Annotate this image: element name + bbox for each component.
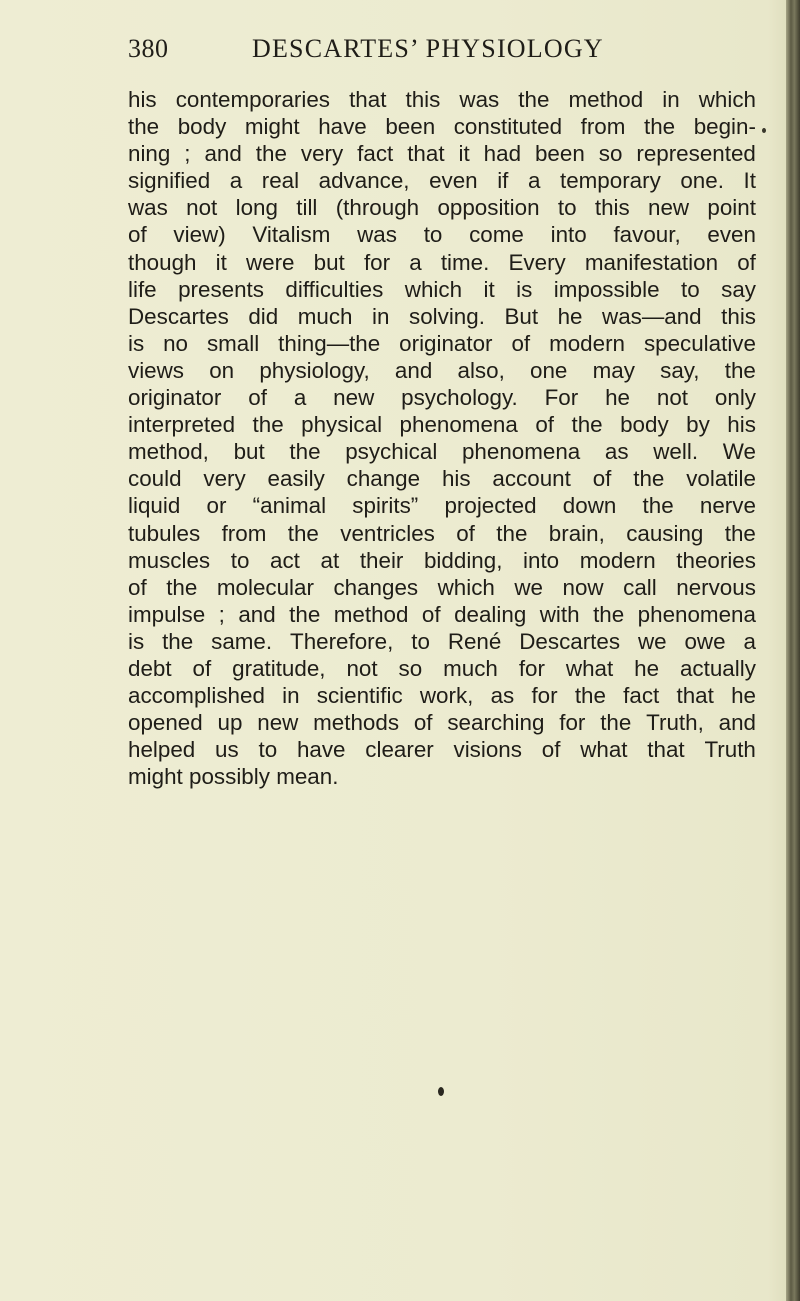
word: not — [656, 385, 689, 411]
text-line — [128, 709, 756, 736]
word: been — [385, 114, 436, 140]
word: life — [128, 276, 157, 302]
word: even — [707, 222, 756, 248]
word: what — [580, 737, 628, 763]
word: advance, — [318, 168, 410, 194]
text-line — [128, 682, 756, 709]
word: have — [296, 737, 346, 763]
word: as — [490, 683, 515, 709]
text-line — [128, 221, 756, 248]
word: much — [443, 655, 498, 681]
word: he — [634, 655, 660, 681]
word: the — [255, 141, 287, 167]
word: liquid — [128, 493, 181, 519]
word: volatile — [686, 466, 756, 492]
word: accomplished — [128, 683, 265, 709]
word: have — [318, 114, 367, 140]
text-line — [128, 384, 756, 411]
word: that — [407, 141, 445, 167]
word: down — [562, 493, 617, 519]
word: his — [441, 466, 471, 492]
word: might — [244, 114, 300, 140]
word: visions — [453, 737, 522, 763]
word: work, — [419, 683, 474, 709]
text-line — [128, 330, 756, 357]
word: body — [177, 114, 227, 140]
word: us — [215, 737, 239, 763]
word: to — [557, 195, 577, 221]
word: the — [128, 114, 160, 140]
word: the — [574, 683, 606, 709]
word: this — [405, 87, 441, 112]
word: very — [300, 141, 344, 167]
word: phenomena — [399, 412, 518, 438]
text-line — [128, 249, 756, 276]
word: but — [233, 439, 265, 465]
word: physical — [301, 412, 383, 438]
word: presents — [178, 276, 264, 302]
word: owe — [684, 628, 726, 654]
word: the — [252, 412, 284, 438]
word: might — [128, 764, 183, 790]
word: in — [282, 683, 300, 709]
word: of — [192, 655, 212, 681]
word: into — [523, 547, 560, 573]
word: of — [592, 466, 612, 492]
word: bidding, — [423, 547, 503, 573]
word: René — [447, 628, 502, 654]
word: not — [186, 195, 218, 221]
word: “animal — [252, 493, 327, 519]
word: originator — [128, 385, 222, 411]
word: of — [421, 601, 441, 627]
word: brain, — [548, 520, 605, 546]
word: Truth, — [646, 710, 704, 736]
word: helped — [128, 737, 196, 763]
text-line — [128, 601, 756, 628]
word: psychology. — [401, 385, 518, 411]
word: the — [162, 628, 194, 654]
word: or — [206, 493, 227, 519]
word: had — [483, 141, 522, 167]
word: modern — [549, 330, 625, 356]
word: of — [541, 737, 561, 763]
word: at — [320, 547, 340, 573]
word: contemporaries — [175, 87, 331, 112]
word: the — [633, 466, 665, 492]
word: modern — [579, 547, 656, 573]
text-line — [128, 574, 756, 601]
word: was — [357, 222, 397, 248]
word: ventricles — [340, 520, 435, 546]
word: his — [128, 87, 157, 112]
word: may — [592, 357, 635, 383]
word: real — [261, 168, 300, 194]
word: of — [248, 385, 267, 411]
word: come — [469, 222, 524, 248]
word: so — [598, 141, 623, 167]
text-line — [128, 492, 756, 519]
word: so — [398, 655, 423, 681]
word: which — [698, 87, 756, 112]
word: a — [527, 168, 541, 194]
word: but — [313, 249, 345, 275]
word: psychical — [345, 439, 438, 465]
word: of — [128, 222, 147, 248]
word: that — [676, 683, 714, 709]
word: to — [423, 222, 443, 248]
word: he — [731, 683, 756, 709]
word: he — [557, 303, 583, 329]
page-number: 380 — [128, 34, 169, 63]
word: now — [562, 574, 604, 600]
word: the — [289, 439, 321, 465]
word: dealing — [454, 601, 527, 627]
word: with — [539, 601, 580, 627]
word: even — [429, 168, 478, 194]
word: the — [287, 520, 319, 546]
word: new — [257, 710, 299, 736]
word: views — [128, 357, 184, 383]
word: method — [333, 601, 409, 627]
word: what — [565, 655, 614, 681]
running-head — [128, 34, 756, 70]
word: time. — [440, 249, 490, 275]
word: phenomena — [461, 439, 581, 465]
word: well. — [653, 439, 699, 465]
page-binding-edge — [786, 0, 800, 1301]
text-line — [128, 167, 756, 194]
word: which — [437, 574, 495, 600]
word: nerve — [699, 493, 756, 519]
word: for — [559, 710, 586, 736]
word: new — [648, 195, 690, 221]
word: of — [128, 574, 147, 600]
text-line — [128, 736, 756, 763]
word: up — [217, 710, 243, 736]
word: For — [544, 385, 579, 411]
word: the — [289, 601, 321, 627]
word: debt — [128, 655, 172, 681]
word: phenomena — [637, 601, 756, 627]
word: of — [511, 330, 531, 356]
word: which — [404, 276, 463, 302]
word: a — [743, 628, 756, 654]
text-line — [128, 547, 756, 574]
text-line — [128, 763, 756, 790]
word: the — [571, 412, 603, 438]
word: a — [293, 385, 307, 411]
word: view) — [173, 222, 226, 248]
word: on — [209, 357, 235, 383]
word: it — [215, 249, 227, 275]
word: searching — [447, 710, 545, 736]
word: But — [504, 303, 539, 329]
word: the — [643, 114, 676, 140]
word: the — [724, 520, 756, 546]
word: did — [248, 303, 279, 329]
word: of — [413, 710, 433, 736]
word: till — [296, 195, 318, 221]
body-paragraph — [128, 86, 756, 790]
text-line — [128, 465, 756, 492]
word: is — [128, 628, 145, 654]
word: to — [258, 737, 278, 763]
text-line — [128, 357, 756, 384]
word: in — [372, 303, 390, 329]
word: this — [721, 303, 756, 329]
word: the — [496, 520, 528, 546]
word: very — [203, 466, 246, 492]
word: difficulties — [285, 276, 384, 302]
word: call — [623, 574, 657, 600]
word: represented — [636, 141, 756, 167]
text-line — [128, 303, 756, 330]
word: and — [238, 601, 276, 627]
word: possibly — [189, 764, 270, 790]
word: ning — [128, 141, 171, 167]
word: favour, — [613, 222, 681, 248]
word: interpreted — [128, 412, 236, 438]
text-line — [128, 140, 756, 167]
word: was — [459, 87, 500, 112]
text-line — [128, 438, 756, 465]
word: from — [221, 520, 267, 546]
word: of — [456, 520, 475, 546]
word: Descartes — [519, 628, 621, 654]
word: body — [620, 412, 669, 438]
word: Vitalism — [252, 222, 331, 248]
word: been — [534, 141, 585, 167]
word: a — [409, 249, 422, 275]
word: we — [514, 574, 544, 600]
word: his — [727, 412, 756, 438]
ink-dot — [438, 1087, 444, 1096]
word: actually — [679, 655, 756, 681]
word: only — [714, 385, 756, 411]
word: ; — [218, 601, 225, 627]
word: speculative — [643, 330, 756, 356]
text-line — [128, 276, 756, 303]
word: theories — [676, 547, 756, 573]
word: nervous — [676, 574, 756, 600]
word: new — [333, 385, 375, 411]
word: by — [686, 412, 710, 438]
word: method, — [128, 439, 209, 465]
text-line — [128, 520, 756, 547]
word: was—and — [602, 303, 702, 329]
word: constituted — [453, 114, 563, 140]
word: say, — [660, 357, 700, 383]
word: to — [411, 628, 430, 654]
word: for — [531, 683, 558, 709]
word: for — [518, 655, 545, 681]
word: the — [600, 710, 632, 736]
word: ; — [184, 141, 191, 167]
running-title: DESCARTES’ PHYSIOLOGY — [252, 34, 604, 63]
ink-speck — [762, 128, 766, 133]
word: he — [605, 385, 630, 411]
word: not — [346, 655, 378, 681]
word: changes — [333, 574, 419, 600]
word: we — [637, 628, 667, 654]
word: of — [737, 249, 756, 275]
word: and — [394, 357, 433, 383]
word: also, — [457, 357, 505, 383]
word: point — [707, 195, 756, 221]
word: Therefore, — [290, 628, 394, 654]
word: molecular — [216, 574, 314, 600]
word: physiology, — [259, 357, 370, 383]
word: muscles — [128, 547, 211, 573]
text-line — [128, 113, 756, 140]
word: the — [166, 574, 198, 600]
word: solving. — [409, 303, 485, 329]
word: long — [235, 195, 278, 221]
word: their — [359, 547, 404, 573]
word: one — [530, 357, 568, 383]
word: if — [497, 168, 509, 194]
word: it — [483, 276, 495, 302]
word: and — [718, 710, 756, 736]
word: the — [518, 87, 550, 112]
word: same. — [211, 628, 273, 654]
word: to — [681, 276, 700, 302]
word: though — [128, 249, 197, 275]
word: for — [363, 249, 391, 275]
word: from — [580, 114, 626, 140]
text-line — [128, 628, 756, 655]
word: scientific — [316, 683, 403, 709]
word: one. — [680, 168, 724, 194]
word: change — [346, 466, 421, 492]
word: easily — [267, 466, 325, 492]
word: the — [593, 601, 625, 627]
word: (through — [335, 195, 420, 221]
word: of — [535, 412, 554, 438]
word: opposition — [437, 195, 540, 221]
word: signified — [128, 168, 211, 194]
word: in — [662, 87, 680, 112]
word: It — [743, 168, 756, 194]
word: begin- — [693, 114, 756, 140]
word: no — [163, 330, 189, 356]
word: that — [647, 737, 685, 763]
word: account — [492, 466, 571, 492]
word: clearer — [365, 737, 434, 763]
word: a — [229, 168, 243, 194]
word: the — [724, 357, 756, 383]
word: Descartes — [128, 303, 229, 329]
word: spirits” — [352, 493, 419, 519]
word: small — [206, 330, 260, 356]
word: that — [349, 87, 387, 112]
word: impossible — [553, 276, 660, 302]
word: was — [128, 195, 168, 221]
word: is — [128, 330, 145, 356]
word: projected — [444, 493, 537, 519]
word: say — [721, 276, 756, 302]
word: mean. — [276, 764, 339, 790]
word: We — [722, 439, 756, 465]
word: Every — [508, 249, 566, 275]
word: were — [245, 249, 295, 275]
word: tubules — [128, 520, 201, 546]
word: originator — [399, 330, 493, 356]
text-line — [128, 655, 756, 682]
word: gratitude, — [232, 655, 326, 681]
word: opened — [128, 710, 203, 736]
word: could — [128, 466, 182, 492]
word: thing—the — [278, 330, 381, 356]
word: it — [458, 141, 470, 167]
word: to — [230, 547, 250, 573]
text-line — [128, 411, 756, 438]
word: much — [297, 303, 353, 329]
word: into — [550, 222, 587, 248]
word: this — [594, 195, 630, 221]
word: method — [568, 87, 644, 112]
word: act — [270, 547, 300, 573]
word: the — [642, 493, 674, 519]
word: temporary — [559, 168, 661, 194]
word: impulse — [128, 601, 206, 627]
word: is — [516, 276, 533, 302]
word: manifestation — [584, 249, 719, 275]
word: and — [204, 141, 242, 167]
word: fact — [623, 683, 660, 709]
text-line — [128, 86, 756, 113]
text-line — [128, 194, 756, 221]
word: as — [604, 439, 629, 465]
word: fact — [357, 141, 394, 167]
word: Truth — [704, 737, 756, 763]
word: methods — [313, 710, 400, 736]
word: causing — [626, 520, 704, 546]
